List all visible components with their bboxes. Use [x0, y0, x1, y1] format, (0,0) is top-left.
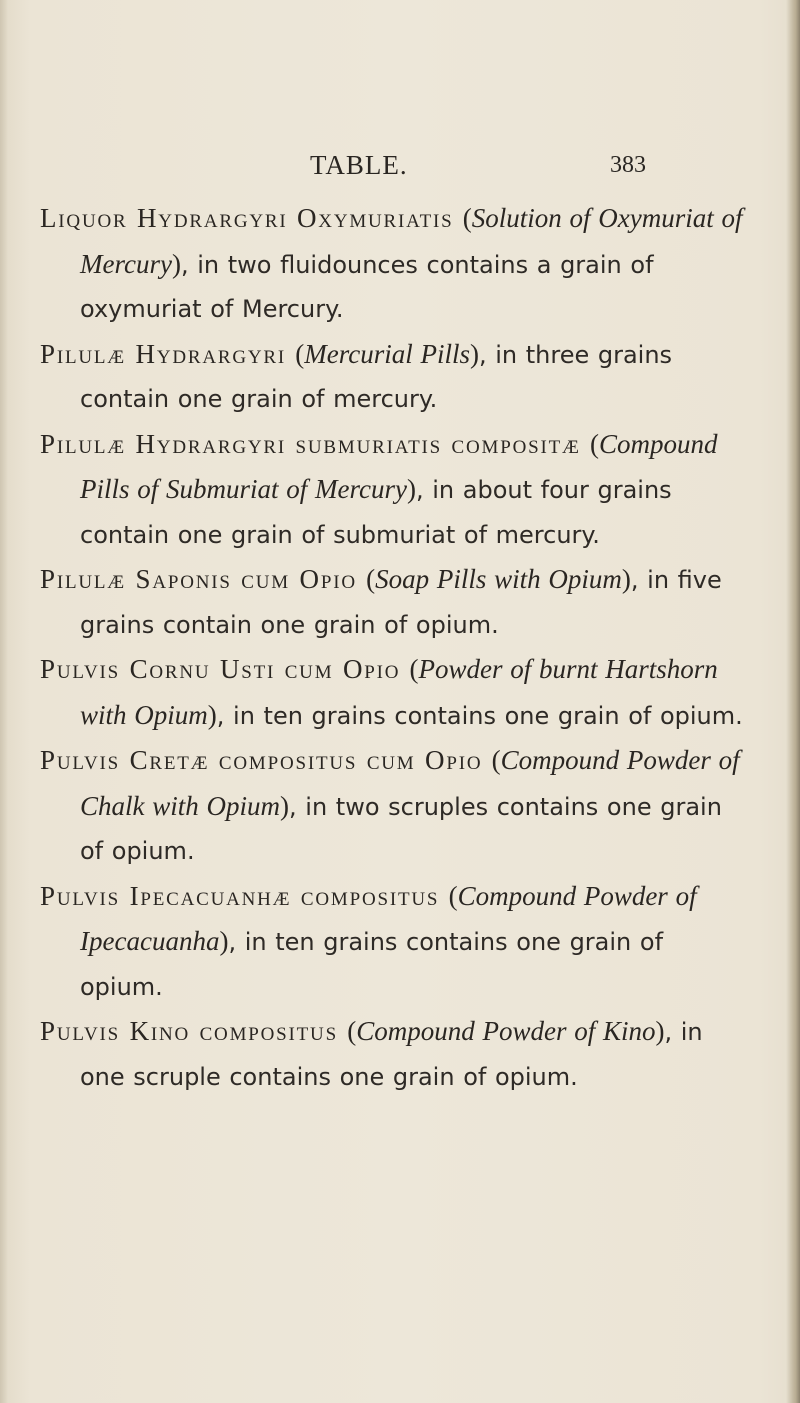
running-title: TABLE.	[310, 150, 408, 180]
english-name: Powder of burnt Hartshorn with Opium	[80, 654, 718, 730]
latin-name: Pilulæ Saponis cum Opio	[40, 564, 357, 594]
english-name: Compound Powder of Ipecacuanha	[80, 880, 697, 956]
dose-description: , in ten grains contains one grain of opium.	[216, 701, 743, 730]
latin-name: Pulvis Kino compositus	[40, 1016, 338, 1046]
table-of-preparations	[40, 196, 750, 1099]
entry-pulvis-kino-compositus: Pulvis Kino compositus (Compound Powder of Kino), in one scruple contains one grain of opium.	[40, 1016, 703, 1091]
dose-description: , in five grains contain one grain of opium.	[80, 566, 722, 639]
entry-pulvis-cornu-usti-cum-opio: Pulvis Cornu Usti cum Opio (Powder of burnt Hartshorn with Opium), in ten grains contains one grain of opium.	[40, 654, 743, 730]
entry-pulvis-ipecacuanhae-compositus: Pulvis Ipecacuanhæ compositus (Compound Powder of Ipecacuanha), in ten grains contains one grain of opium.	[40, 880, 697, 1001]
dose-description: , in two scruples contains one grain of opium.	[80, 792, 722, 865]
dose-description: , in three grains contain one grain of mercury.	[80, 340, 673, 413]
latin-name: Pilulæ Hydrargyri	[40, 338, 286, 369]
latin-name: Pulvis Ipecacuanhæ compositus	[40, 880, 440, 911]
latin-name: Liquor Hydrargyri Oxymuriatis	[40, 203, 454, 233]
page-header	[0, 150, 800, 190]
page-number: 383	[610, 152, 646, 178]
english-name: Soap Pills with Opium	[375, 564, 622, 594]
entry-liquor-hydrargyri-oxymuriatis: Liquor Hydrargyri Oxymuriatis (Solution of Oxymuriat of Mercury), in two fluidounces contains a grain of oxymuriat of Mercury.	[40, 203, 743, 323]
english-name: Compound Pills of Submuriat of Mercury	[80, 428, 718, 504]
english-name: Solution of Oxymuriat of Mercury	[80, 203, 743, 279]
dose-description: , in one scruple contains one grain of opium.	[80, 1018, 703, 1091]
entry-pilulae-hydrargyri: Pilulæ Hydrargyri (Mercurial Pills), in three grains contain one grain of mercury.	[40, 338, 673, 413]
entry-pilulae-saponis-cum-opio: Pilulæ Saponis cum Opio (Soap Pills with Opium), in five grains contain one grain of opium.	[40, 564, 722, 639]
dose-description: , in about four grains contain one grain of submuriat of mercury.	[80, 476, 672, 549]
entry-pilulae-hydrargyri-submuriatis: Pilulæ Hydrargyri submuriatis compositæ (Compound Pills of Submuriat of Mercury), in about four grains contain one grain of submuriat of mercury.	[40, 428, 718, 549]
latin-name: Pulvis Cretæ compositus cum Opio	[40, 745, 483, 775]
page-right-edge-shadow	[786, 0, 800, 1403]
english-name: Compound Powder of Chalk with Opium	[80, 745, 740, 821]
latin-name: Pilulæ Hydrargyri submuriatis compositæ	[40, 428, 581, 459]
entry-pulvis-cretae-compositus-cum-opio: Pulvis Cretæ compositus cum Opio (Compound Powder of Chalk with Opium), in two scruples contains one grain of opium.	[40, 745, 740, 865]
english-name: Compound Powder of Kino	[356, 1016, 656, 1046]
english-name: Mercurial Pills	[304, 338, 470, 369]
latin-name: Pulvis Cornu Usti cum Opio	[40, 654, 401, 684]
dose-description: , in two fluidounces contains a grain of oxymuriat of Mercury.	[80, 250, 654, 323]
page-left-edge-shadow	[0, 0, 8, 1403]
dose-description: , in ten grains contains one grain of opium.	[80, 928, 664, 1001]
